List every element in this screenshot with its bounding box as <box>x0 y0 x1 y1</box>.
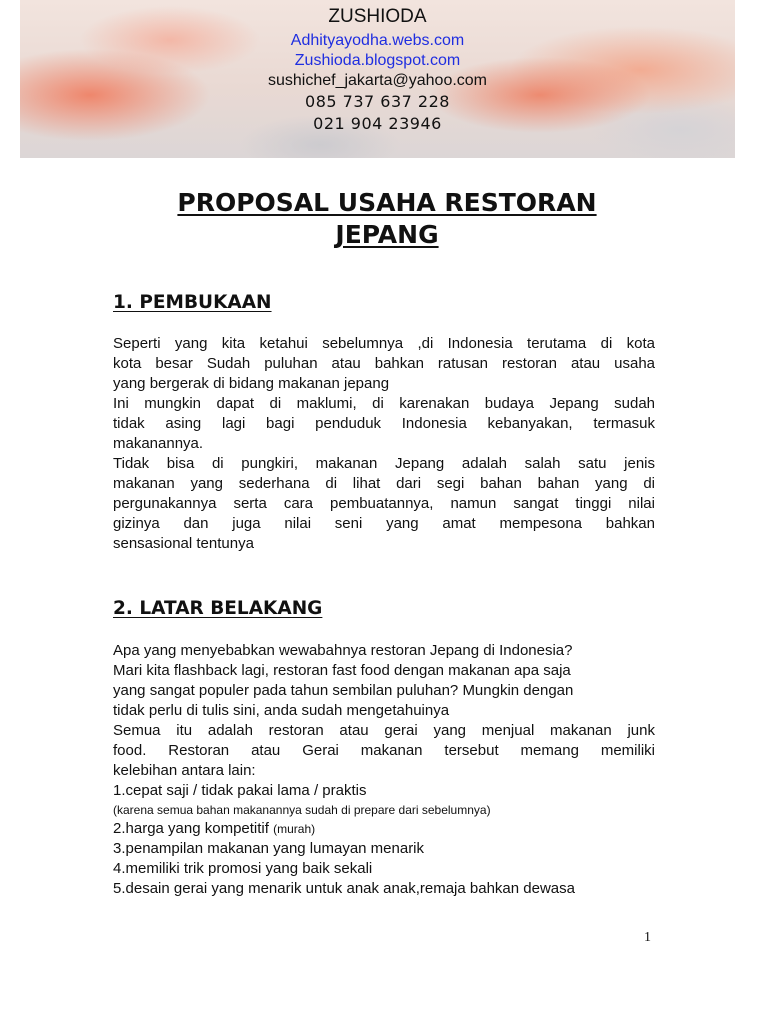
body-line: pergunakannya serta cara pembuatannya, namun sangat tinggi nilai <box>113 495 655 512</box>
section-heading-pembukaan: 1. PEMBUKAAN <box>113 292 272 313</box>
body-line: Mari kita flashback lagi, restoran fast food dengan makanan apa saja <box>113 662 571 679</box>
body-line: Tidak bisa di pungkiri, makanan Jepang adalah salah satu jenis <box>113 455 655 472</box>
body-line: yang bergerak di bidang makanan jepang <box>113 375 390 392</box>
body-line: sensasional tentunya <box>113 535 254 552</box>
website-link-2[interactable]: Zushioda.blogspot.com <box>294 52 461 69</box>
section-body-pembukaan <box>113 334 655 554</box>
list-item <box>113 879 655 899</box>
brand-name: ZUSHIODA <box>328 6 427 27</box>
list-item-note <box>113 801 655 819</box>
website-link-1[interactable]: Adhityayodha.webs.com <box>290 32 465 49</box>
section-body-latar-belakang <box>113 641 655 899</box>
phone-number-2: 021 904 23946 <box>313 114 442 133</box>
section-heading-latar-belakang: 2. LATAR BELAKANG <box>113 598 323 619</box>
body-line: tidak asing lagi bagi penduduk Indonesia kebanyakan, termasuk <box>113 415 655 432</box>
body-line: Seperti yang kita ketahui sebelumnya ,di Indonesia terutama di kota <box>113 335 655 352</box>
list-item-text: 1.cepat saji / tidak pakai lama / praktis <box>113 782 367 799</box>
body-line: gizinya dan juga nilai seni yang amat mempesona bahkan <box>113 515 655 532</box>
page-number: 1 <box>644 930 651 945</box>
list-item-text: 2.harga yang kompetitif <box>113 820 269 837</box>
list-note-text: (murah) <box>273 822 316 836</box>
list-item-text: 4.memiliki trik promosi yang baik sekali <box>113 860 373 877</box>
body-line: Apa yang menyebabkan wewabahnya restoran Jepang di Indonesia? <box>113 642 573 659</box>
list-item <box>113 819 655 839</box>
body-line: kota besar Sudah puluhan atau bahkan ratusan restoran atau usaha <box>113 355 655 372</box>
phone-number-1: 085 737 637 228 <box>305 92 450 111</box>
header-banner <box>20 0 735 158</box>
body-line: makanan yang sederhana di lihat dari segi bahan bahan yang di <box>113 475 655 492</box>
body-line: kelebihan antara lain: <box>113 762 256 779</box>
list-item-text: 3.penampilan makanan yang lumayan menarik <box>113 840 425 857</box>
list-note-text: (karena semua bahan makanannya sudah di prepare dari sebelumnya) <box>113 803 491 817</box>
body-line: makanannya. <box>113 435 204 452</box>
list-item <box>113 859 655 879</box>
document-title-line-1: PROPOSAL USAHA RESTORAN <box>177 188 597 217</box>
email-address: sushichef_jakarta@yahoo.com <box>267 72 488 89</box>
body-line: food. Restoran atau Gerai makanan tersebut memang memiliki <box>113 742 655 759</box>
body-line: Ini mungkin dapat di maklumi, di karenakan budaya Jepang sudah <box>113 395 655 412</box>
body-line: tidak perlu di tulis sini, anda sudah mengetahuinya <box>113 702 450 719</box>
body-line: Semua itu adalah restoran atau gerai yang menjual makanan junk <box>113 722 655 739</box>
list-item <box>113 781 655 801</box>
list-item-text: 5.desain gerai yang menarik untuk anak anak,remaja bahkan dewasa <box>113 880 575 897</box>
body-line: yang sangat populer pada tahun sembilan puluhan? Mungkin dengan <box>113 682 574 699</box>
list-item <box>113 839 655 859</box>
document-title-line-2: JEPANG <box>335 220 439 249</box>
